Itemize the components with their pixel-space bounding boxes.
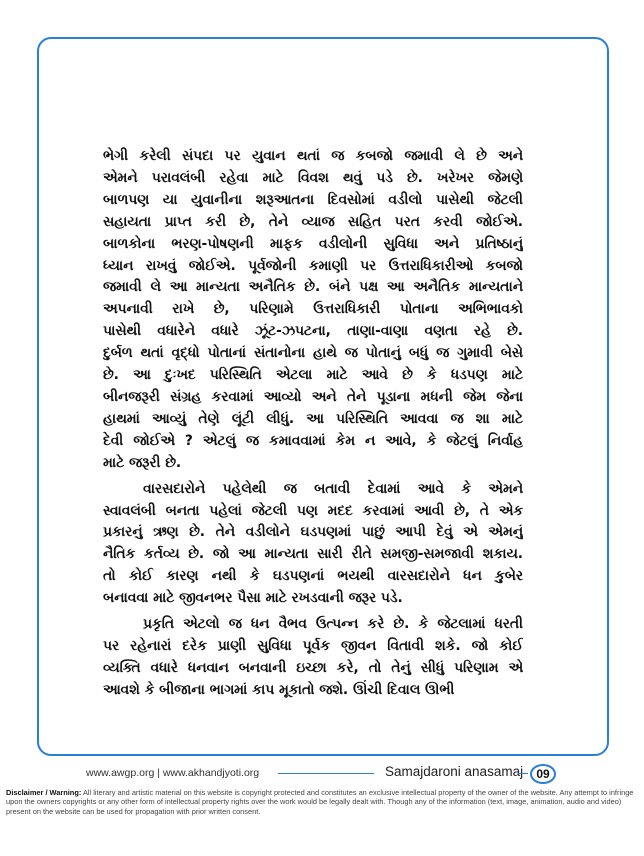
paragraph-2	[103, 479, 523, 610]
text-line: અપનાવી રાખે છે, પરિણામે ઉત્તરાધિકારી પોતાના અભિભાવકો	[103, 301, 523, 318]
article-body	[103, 146, 523, 702]
footer-rule-left	[278, 773, 374, 774]
disclaimer	[6, 788, 638, 816]
page-footer	[86, 764, 556, 784]
text-line: બનાવવા માટે જીવનભર પૈસા માટે રખડવાની જરૂર પડે.	[103, 590, 403, 607]
text-line: ધ્યાન રાખવું જોઈએ. પૂર્વજોની કમાણી પર ઉત્તરાધિકારીઓ કબજો	[103, 257, 523, 274]
paragraph-3	[103, 614, 523, 702]
page-number-badge: 09	[530, 764, 556, 784]
text-line: તો કોઈ કારણ નથી કે ઘડપણનાં ભયથી વારસદારોને ધન કુબેર	[103, 568, 523, 585]
website-links[interactable]: www.awgp.org | www.akhandjyoti.org	[86, 767, 260, 779]
footer-rule-right	[518, 773, 528, 774]
text-line: જમાવી લે આ માન્યતા અનૈતિક છે. બંને પક્ષ આ અનૈતિક માન્યતાને	[103, 279, 523, 296]
paragraph-1	[103, 146, 523, 475]
text-line: માટે જરૂરી છે.	[103, 454, 182, 471]
text-line: વારસદારોને પહેલેથી જ બતાવી દેવામાં આવે કે એમને	[143, 480, 523, 497]
text-line: પાસેથી વધારેને વધારે ઝૂંટ-ઝપટના, તાણા-વાણા વણતા રહે છે.	[103, 323, 523, 340]
text-line: એમને પરાવલંબી રહેવા માટે વિવશ થવું પડે છે. ખરેખર જેમણે	[103, 169, 523, 186]
disclaimer-text: All literary and artistic material on this website is copyright protected and constitutes an exclusive intellectual property of the owner of the website. Any attempt to infringe upon the owners copyrights or any other form of intellectual property rights over the work would be legally dealt with. Though any of the information (text, image, animation, audio and video) present on the website can be used for propagation with prior written consent.	[6, 788, 634, 816]
text-line: હાથમાં આવ્યું તેણે લૂંટી લીધું. આ પરિસ્થિતિ આવવા જ શા માટે	[103, 410, 523, 427]
text-line: દેવી જોઈએ ? એટલું જ કમાવવામાં કેમ ન આવે, કે જેટલું નિર્વાહ	[103, 432, 523, 449]
text-line: બાળકોના ભરણ-પોષણની માફક વડીલોની સુવિધા અને પ્રતિષ્ઠાનું	[103, 235, 523, 252]
text-line: વ્યક્તિ વધારે ધનવાન બનવાની ઇચ્છા કરે, તો તેનું સીધું પરિણામ એ	[103, 659, 523, 676]
disclaimer-label: Disclaimer / Warning:	[6, 788, 82, 797]
footer-title: Samajdaroni anasamaj	[385, 764, 524, 779]
text-line: નૈતિક કર્તવ્ય છે. જો આ માન્યતા સારી રીતે સમજી-સમજાવી શકાય.	[103, 546, 523, 563]
text-line: બીનજરૂરી સંગ્રહ કરવામાં આવ્યો અને તેને પૂડાના મધની જેમ જેના	[103, 388, 523, 405]
text-line: પ્રકારનું ઋણ છે. તેને વડીલોને ઘડપણમાં પાછું આપી દેવું એ એમનું	[103, 524, 523, 541]
text-line: સ્વાવલંબી બનતા પહેલાં જેટલી પણ મદદ કરવામાં આવી છે, તે એક	[103, 502, 523, 519]
text-line: આવશે કે બીજાના ભાગમાં કાપ મૂકાતો જશે. ઊંચી દિવાલ ઊભી	[103, 681, 455, 698]
text-line: પર રહેનારાં દરેક પ્રાણી સુવિધા પૂર્વક જીવન વિતાવી શકે. જો કોઈ	[103, 637, 523, 654]
text-line: સહાયતા પ્રાપ્ત કરી છે, તેને વ્યાજ સહિત પરત કરવી જોઈએ.	[103, 213, 523, 230]
text-line: છે. આ દુઃખદ પરિસ્થિતિ એટલા માટે આવે છે કે ધડપણ માટે	[103, 367, 523, 384]
text-line: પ્રકૃતિ એટલો જ ધન વૈભવ ઉત્પન્ન કરે છે. કે જેટલામાં ધરતી	[143, 616, 523, 633]
text-line: દુર્બળ થતાં વૃદ્ધો પોતાનાં સંતાનોના હાથે જ પોતાનું બધું જ ગુમાવી બેસે	[103, 345, 523, 362]
text-line: ભેગી કરેલી સંપદા પર યુવાન થતાં જ કબજો જમાવી લે છે અને	[103, 148, 523, 164]
text-line: બાળપણ યા યુવાનીના શરૂઆતના દિવસોમાં વડીલો પાસેથી જેટલી	[103, 191, 523, 208]
